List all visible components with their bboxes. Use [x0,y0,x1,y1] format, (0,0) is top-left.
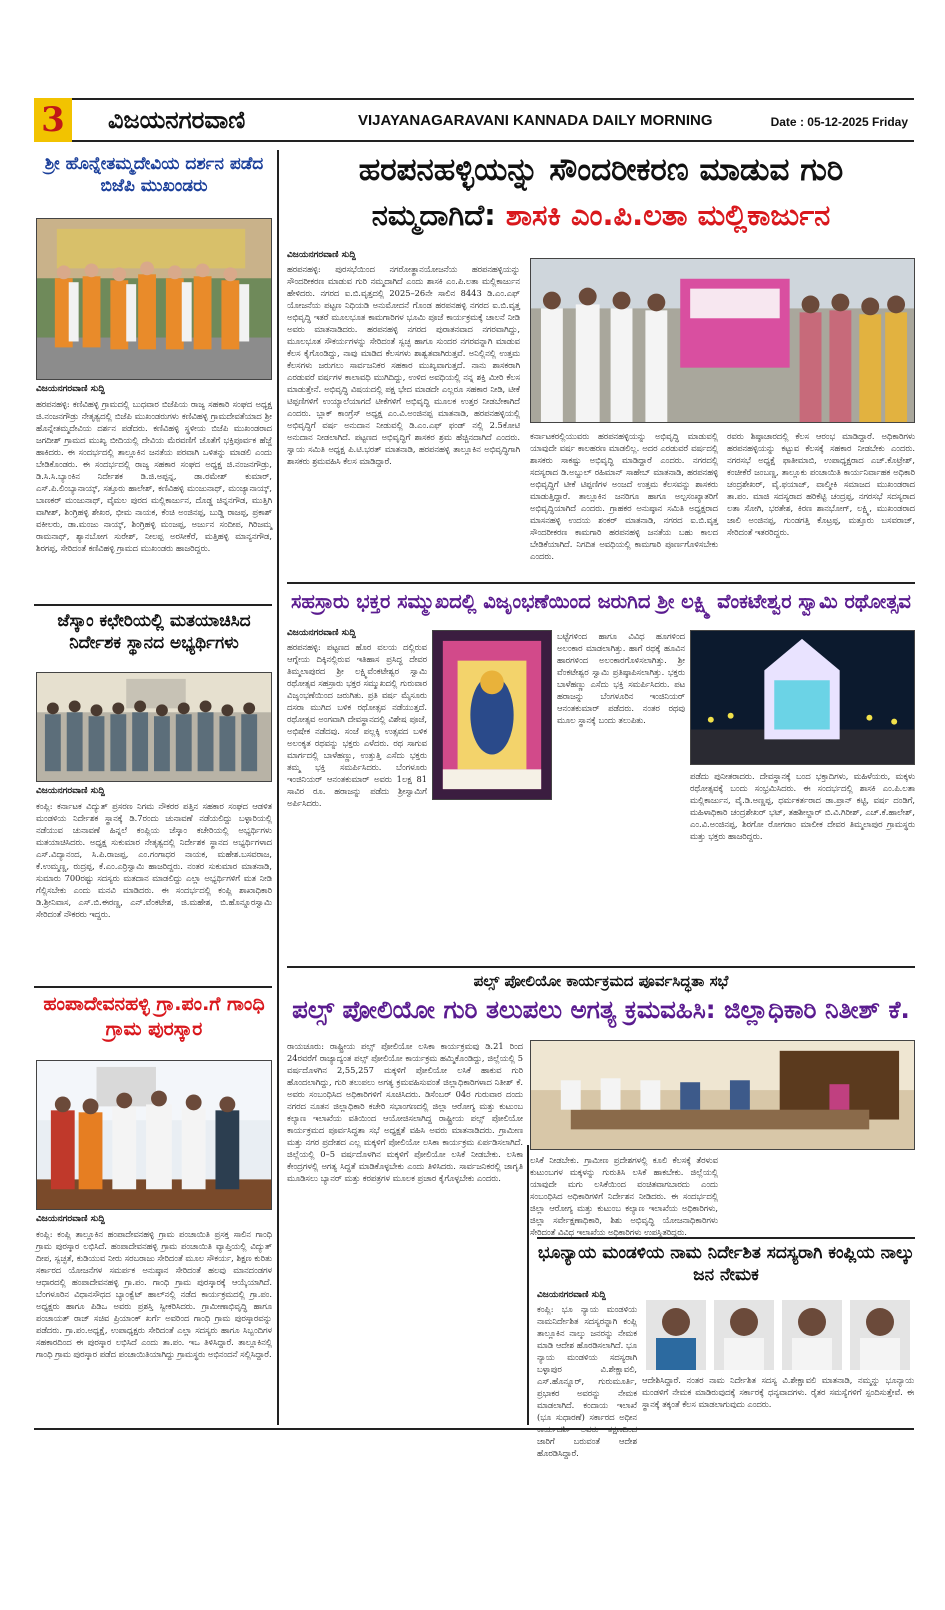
article-body: ರವರು ಶಿಷ್ಠಾಚಾರದಲ್ಲಿ ಕೆಲಸ ಆರಂಭ ಮಾಡಿದ್ದಾರೆ. ಅಧಿಕಾರಿಗಳು ಹರಪನಹಳ್ಳಿಯನ್ನು ಕಟ್ಟುವ ಕೆಲಸಕ್ಕೆ ಸಹಕಾರ ನೀಡಬೇಕು ಎಂದರು. ನಗರಸಭೆ ಅಧ್ಯಕ್ಷೆ ಫಾತೀಮಾಬಿ, ಉಪಾಧ್ಯಕ್ಷರಾದ ಎಚ್.ಕೊಟ್ರೇಶ್, ಕಂಚೀಕೆರೆ ಜಂಬಣ್ಣ, ತಾಲ್ಲೂಕು ಪಂಚಾಯಿತಿ ಕಾರ್ಯನಿರ್ವಾಹಕ ಅಧಿಕಾರಿ ಚಂದ್ರಶೇಖರ್, ವೈ.ಫಯಾಜ್, ವಾಲ್ಮೀಕಿ ಸಮಾಜದ ಮುಖಂಡರಾದ ತಾ.ಪಂ. ಮಾಜಿ ಸದಸ್ಯರಾದ ಹರಿಕೆಟ್ಟಿ ಚಂದ್ರಪ್ಪ, ನಗರಸಭೆ ಸದಸ್ಯರಾದ ಲತಾ ಸೋಗಿ, ಭರತೇಶ, ಕಿರಣ ಶಾನಭೋಗ್, ಲಕ್ಷ್ಮಿ, ಮುಖಂಡರಾದ ಜಾಲಿ ಅಂಜಿನಪ್ಪ, ಗುಂಡಗತ್ತಿ ಕೊಟ್ರಪ್ಪ, ಮತ್ತೂರು ಬಸವರಾಜ್, ಸೇರಿದಂತೆ ಇತರರಿದ್ದರು. [727,431,915,537]
article-body: ಕಂಪ್ಲಿ: ಕರ್ನಾಟಕ ವಿದ್ಯುತ್ ಪ್ರಸರಣ ನಿಗಮ ನೌಕರರ ಪತ್ತಿನ ಸಹಕಾರ ಸಂಘದ ಆಡಳಿತ ಮಂಡಳಿಯ ನಿರ್ದೇಶಕ ಸ್ಥಾನಕ್ಕೆ ಡಿ.7ರಂದು ಚುನಾವಣೆ ನಡೆಯಲಿದ್ದು ಬಳ್ಳಾರಿಯಲ್ಲಿ ನಡೆಯುವ ಚುನಾವಣೆ ಹಿನ್ನಲೆ ಕಂಪ್ಲಿಯ ಜೆಸ್ಕಾಂ ಕಚೇರಿಯಲ್ಲಿ ಅಭ್ಯರ್ಥಿಗಳು ಮತಯಾಚಿಸಿದರು. ಅಧ್ಯಕ್ಷ ಸುಕುಮಾರ ನೇತೃತ್ವದಲ್ಲಿ ನಿರ್ದೇಶಕ ಸ್ಥಾನದ ಅಭ್ಯರ್ಥಿಗಳಾದ ಎಸ್.ವಿದ್ಯಾನಂದ, ಸಿ.ಪಿ.ರಾಜಪ್ಪ, ಎಂ.ಗಂಗಾಧರ ನಾಯಕ, ಮಹೇಶ.ಬಸವರಾಜ, ಕೆ.ಉಮ್ಮಣ್ಣ, ರುದ್ರಪ್ಪ, ಕೆ.ಎಂ.ಎರ್ರಿಸ್ವಾಮಿ ಹಾಜರಿದ್ದರು. ನಂತರ ಸುಕುಮಾರ ಮಾತನಾಡಿ, ಸುಮಾರು 700ರಷ್ಟು ಸದಸ್ಯರು ಮತದಾನ ಮಾಡಲಿದ್ದು ಎಲ್ಲಾ ಅಭ್ಯರ್ಥಿಗಳಿಗೆ ಮತ ನೀಡಿ ಗೆಲ್ಲಿಸಬೇಕು ಎಂದು ಮನವಿ ಮಾಡಿದರು. ಈ ಸಂದರ್ಭದಲ್ಲಿ ಕಂಪ್ಲಿ ಶಾಖಾಧಿಕಾರಿ ಡಿ.ಶ್ರೀನಿವಾಸ, ಎಸ್.ಬಿ.ಈರಣ್ಣ, ಎನ್.ವೆಂಕಟೇಶ, ಜಿ.ಮಹೇಶ, ಬಿ.ಹೊನ್ನೂರಸ್ವಾಮಿ ಸೇರಿದಂತೆ ನೌಕರರು ಇದ್ದರು. [36,801,272,919]
person-icon [646,1300,706,1370]
section-divider [34,986,272,988]
headline-part: ಶಾಸಕಿ ಎಂ.ಪಿ.ಲತಾ ಮಲ್ಲಿಕಾರ್ಜುನ [505,198,831,232]
article-photo [530,1040,915,1150]
article-headline: ಹಂಪಾದೇವನಹಳ್ಳಿ ಗ್ರಾ.ಪಂ.ಗೆ ಗಾಂಧಿ ಗ್ರಾಮ ಪುರಸ್ಕಾರ [43,993,265,1040]
article-photo [432,630,552,800]
article-headline: ಶ್ರೀ ಹೊನ್ನೇತಮ್ಮದೇವಿಯ ದರ್ಶನ ಪಡೆದ ಬಿಜೆಪಿ ಮುಖಂಡರು [44,154,264,197]
article-body: ಆದೇಶಿಸಿದ್ದಾರೆ. ನಂತರ ನಾಮ ನಿರ್ದೇಶಿತ ಸದಸ್ಯ ವಿ.ಶೇಕ್ಷಾವಲಿ ಮಾತನಾಡಿ, ನಮ್ಮನ್ನು ಭೂನ್ಯಾಯ ಮಂಡಳಿಗೆ ನೇಮಕ ಮಾಡಿರುವುದಕ್ಕೆ ಸರ್ಕಾರಕ್ಕೆ ಧನ್ಯವಾದಗಳು. ರೈತರ ಸಮಸ್ಯೆಗಳಿಗೆ ಸ್ಪಂದಿಸುತ್ತೇವೆ. ಈ ಸ್ಥಾನಕ್ಕೆ ತಕ್ಕಂತೆ ಕೆಲಸ ಮಾಡಲಾಗುವುದು ಎಂದರು. [642,1375,914,1409]
article-headline: ಜೆಸ್ಕಾಂ ಕಛೇರಿಯಲ್ಲಿ ಮತಯಾಚಿಸಿದ ನಿರ್ದೇಶಕ ಸ್ಥಾನದ ಅಭ್ಯರ್ಥಿಗಳು [57,611,251,654]
article-body: ಬಟ್ಟೆಗಳಿಂದ ಹಾಗೂ ವಿವಿಧ ಹೂಗಳಿಂದ ಅಲಂಕಾರ ಮಾಡಲಾಗಿತ್ತು. ಹಾಗೆ ರಥಕ್ಕೆ ಹೂವಿನ ಹಾರಗಳಿಂದ ಅಲಂಕಾರಗೊಳಿಸಲಾಗಿತ್ತು. ಶ್ರೀ ವೆಂಕಟೇಶ್ವರ ಸ್ವಾಮಿ ಪ್ರತಿಷ್ಠಾಪಿಸಲಾಗಿತ್ತು. ಭಕ್ತರು ಬಾಳೆಹಣ್ಣು ಎಸೆದು ಭಕ್ತಿ ಸಮರ್ಪಿಸಿದರು. ಪಟ ಹರಾಜನ್ನು ಬೆಂಗಳೂರಿನ ಇಂಜಿನಿಯರ್ ಆನಂತಕುಮಾರ್ ಪಡೆದರು. ನಂತರ ರಥವು ಮೂಲ ಸ್ಥಾನಕ್ಕೆ ಬಂದು ತಲುಪಿತು. [557,631,685,725]
article-kicker: ಪಲ್ಸ್ ಪೋಲಿಯೋ ಕಾರ್ಯಕ್ರಮದ ಪೂರ್ವಸಿದ್ಧತಾ ಸಭೆ [473,972,729,990]
article-photo [690,630,915,765]
article-body: ಕಂಪ್ಲಿ: ಭೂ ನ್ಯಾಯ ಮಂಡಳಿಯ ನಾಮನಿರ್ದೇಶಿತ ಸದಸ್ಯರನ್ನಾಗಿ ಕಂಪ್ಲಿ ತಾಲ್ಲೂಕಿನ ನಾಲ್ಕು ಜನರನ್ನು ನೇಮಕ ಮಾಡಿ ಆದೇಶ ಹೊರಡಿಸಲಾಗಿದೆ. ಭೂ ನ್ಯಾಯ ಮಂಡಳಿಯ ಸದಸ್ಯರಾಗಿ ಬಳ್ಳಾಪುರ ವಿ.ಶೇಕ್ಷಾವಲಿ, ಎಸ್.ಹೊನ್ನೂರ್, ಗುರುಮೂರ್ತಿ, ಪ್ರಭಾಕರ ಅವರನ್ನು ನೇಮಕ ಮಾಡಲಾಗಿದೆ. ಕಂದಾಯ ಇಲಾಖೆ (ಭೂ ಸುಧಾರಣೆ) ಸರ್ಕಾರದ ಅಧೀನ ಕಾರ್ಯದರ್ಶಿ ಅವರು ತಕ್ಷಣದಿಂದ ಜಾರಿಗೆ ಬರುವಂತೆ ಆದೇಶ ಹೊರಡಿಸಿದ್ದಾರೆ. [537,1304,637,1458]
portrait-row [642,1300,914,1370]
person-icon [714,1300,774,1370]
article-body-continued [727,1154,915,1234]
page-bottom-rule [34,1428,914,1430]
article-body-continued [287,806,685,962]
article-body: ಹರಪನಹಳ್ಳಿ: ಕಣಿವಿಹಳ್ಳಿ ಗ್ರಾಮದಲ್ಲಿ ಬುಧವಾರ ಬಿಜೆಪಿಯ ರಾಜ್ಯ ಸಹಕಾರಿ ಸಂಘದ ಅಧ್ಯಕ್ಷ ಜಿ.ನಂಜನಗೌಡ್ರು ನೇತೃತ್ವದಲ್ಲಿ ಬಿಜೆಪಿ ಮುಖಂಡರುಗಳು ಕಣಿವಿಹಳ್ಳಿ ಗ್ರಾಮದೇವತೆಯಾದ ಶ್ರೀ ಹೊನ್ನೇತಮ್ಮದೇವಿಯ ದರ್ಶನ ಪಡೆದರು. ಕಣಿವಿಹಳ್ಳಿ ಸ್ಥಳೀಯ ಬಿಜೆಪಿ ಮುಖಂಡರಾದ ಜಗದೀಶ್ ಗ್ರಾಮದ ಮುಖ್ಯ ಬೀದಿಯಲ್ಲಿ ದೇವಿಯ ಮೆರವಣಿಗೆ ಜೊತೆಗೆ ಭಕ್ತಿಪೂರ್ವಕ ಹೆಜ್ಜೆ ಹಾಕಿದರು. ಈ ಸಂದರ್ಭದಲ್ಲಿ ತಾಲ್ಲೂಕಿನ ಜನತೆಯ ಪರವಾಗಿ ಒಳಿತನ್ನು ಮಾಡಲಿ ಎಂದು ಬೇಡಿಕೊಂಡರು. ಈ ಸಂದರ್ಭದಲ್ಲಿ ರಾಜ್ಯ ಸಹಕಾರ ಸಂಘದ ಅಧ್ಯಕ್ಷ ಜಿ.ನಂಜನಗೌಡ್ರು, ಡಿ.ಸಿ.ಸಿ.ಬ್ಯಾಂಕಿನ ನಿರ್ದೇಶಕ ಡಿ.ಜಿ.ಅಪ್ಪನ್ನ, ಡಾ.ರಮೇಶ್ ಕುಮಾರ್, ಎಸ್.ಪಿ.ಲಿಂಬ್ಯಾನಾಯ್ಕ್, ಸತ್ತೂರು ಹಾಲೇಶ್, ಕಣಿವಿಹಳ್ಳಿ ಮಂಜುನಾಥ್, ಮಂಜ್ಯಾನಾಯ್ಕ್, ಬಾಣಕರ್ ಮಂಜುನಾಥ್, ವೈಮಲ ಪುರದ ಮಲ್ಲಿಕಾರ್ಜುನ, ದೊಡ್ಡ ಚಿನ್ನನಗೌಡ, ಮುತ್ತಿಗಿ ವಾಗೀಶ್, ಶಿಂಗ್ರಿಹಳ್ಳಿ ಶೇಖರ, ಭೀಮ ನಾಯಕ, ಕೆಂಚಿ ಅಂಜಿನಪ್ಪ, ಬುಡ್ಡಿ ರಾಜಪ್ಪ, ಪ್ರಕಾಶ್ ವಕೀಲರು, ಡಾ.ಮಂಜು ನಾಯ್ಕ್, ಶಿಂಗ್ರಿಹಳ್ಳಿ ಮಂಜಪ್ಪ, ಅರ್ಜುನ ಸಂದೀಪ, ಗಿರಿಜಮ್ಮ ರಾಮನಾಥ್, ಶ್ಯಾನಬೋಗ ಸುರೇಶ್, ನೀಲಪ್ಪ ಅರಸೀಕೆರೆ, ಮತ್ತಿಹಳ್ಳಿ ಮಾನ್ಯನಗೌಡ, ಶಿರಗಪ್ಪ, ಸೇರಿದಂತೆ ಕಣಿವಿಹಳ್ಳಿ ಗ್ರಾಮದ ಮುಖಂಡರು ಹಾಜರಿದ್ದರು. [36,399,272,553]
article-body-continued [287,1148,523,1424]
article-dateline: ವಿಜಯನಗರವಾಣಿ ಸುದ್ದಿ [36,384,105,394]
article-dateline: ವಿಜಯನಗರವಾಣಿ ಸುದ್ದಿ [36,1214,105,1224]
masthead [34,98,914,142]
article-dateline: ವಿಜಯನಗರವಾಣಿ ಸುದ್ದಿ [36,786,105,796]
article-photo [36,218,272,380]
article-body: ಹರಪನಹಳ್ಳಿ: ಪುರಸಭೆಯಿಂದ ನಗರೋತ್ಥಾನಯೋಜನೆಯ ಹರಪನಹಳ್ಳಿಯನ್ನು ಸೌಂದರೀಕರಣ ಮಾಡುವ ಗುರಿ ನಮ್ಮದಾಗಿದೆ ಎಂದು ಶಾಸಕಿ ಎಂ.ಪಿ.ಲತಾ ಮಲ್ಲಿಕಾರ್ಜುನ ಹೇಳಿದರು. ನಗರದ ಐ.ಬಿ.ವೃತ್ತದಲ್ಲಿ 2025–26ನೇ ಸಾಲಿನ 8443 ಡಿ.ಎಂ.ಎಫ್ ಯೋಜನೆಯ ಪಟ್ಟಣ ನಿಧಿಯಡಿ ಅನುಮೋದನೆ ಗೊಂಡ ಹರಪನಹಳ್ಳಿ ನಗರದ ಐ.ಬಿ.ವೃತ್ತ ಅಭಿವೃದ್ಧಿ ಇತರೆ ಮೂಲಭೂತ ಕಾಮಗಾರಿಗಳ ಭೂಮಿ ಪೂಜೆ ಕಾರ್ಯಕ್ರಮಕ್ಕೆ ಚಾಲನೆ ನೀಡಿ ಅವರು ಮಾತನಾಡಿದರು. ಹರಪನಹಳ್ಳಿ ನಗರದ ಪುರಾತನವಾದ ನಗರವಾಗಿದ್ದು, ಮೂಲಭೂತ ಸೌಕರ್ಯಗಳನ್ನು ಸೇರಿದಂತೆ ಸ್ವಚ್ಛ ಹಾಗೂ ಸುಂದರ ನಗರವನ್ನಾಗಿ ಮಾಡುವ ಕೆಲಸ ಕೈಗೊಂಡಿದ್ದು, ನಾವು ಮಾಡಿದ ಕೆಲಸಗಳು ಶಾಶ್ವತವಾಗಿರುತ್ತವೆ. ಅನಿಲ್ಲಿನಲ್ಲಿ ಉತ್ತಮ ಕೆಲಸಗಳು ಜರುಗಲು ಸಾರ್ವಜನಿಕರ ಸಹಕಾರ ಮುಖ್ಯವಾಗುತ್ತದೆ. ನಾನು ಶಾಸಕರಾಗಿ ಎರಡುವರೆ ವರ್ಷಗಳ ಕಾಲಾವಧಿ ಮುಗಿದಿದ್ದು, ಉಳಿದ ಅವಧಿಯಲ್ಲಿ ನನ್ನ ಶಕ್ತಿ ಮೀರಿ ಕೆಲಸ ಮಾಡುತ್ತೇನೆ. ಅಭಿವೃದ್ಧಿ ವಿಷಯದಲ್ಲಿ ಪಕ್ಷ ಭೇದ ಮಾಡದೇ ಎಲ್ಲರೂ ಸಹಕಾರ ನೀಡಿ, ಟೀಕೆ ಟಿಪ್ಪಣಿಗಳಿಗೆ ಉಯ್ಯಾಲೆಯಾಗದೆ ಟೀಕೆಗಳಿಗೆ ಅಭಿವೃದ್ಧಿ ಮೂಲಕ ಉತ್ತರ ನೀಡಬೇಕಾಗಿದೆ ಎಂದರು. ಬ್ಲಾಕ್ ಕಾಂಗ್ರೆಸ್ ಅಧ್ಯಕ್ಷ ಎಂ.ವಿ.ಅಂಜಿನಪ್ಪ ಮಾತನಾಡಿ, ಹರಪನಹಳ್ಳಿಯಲ್ಲಿ ಅಭಿವೃದ್ಧಿಗೆ ವರ್ಷ ಅನುದಾನ ನೀಡುವಲ್ಲಿ ಡಿ.ಎಂ.ಎಫ್ ಫಂಡ್ ನಲ್ಲಿ 2.5ಕೋಟಿ ಅನುದಾನ ನೀಡಲಾಗಿದೆ. ಪಟ್ಟಣದ ಅಭಿವೃದ್ಧಿಗೆ ಶಾಸಕರ ಶ್ರಮ ಹೆಚ್ಚಿನದಾಗಿದೆ ಎಂದರು. ಸ್ವಾಯ ಸಮಿತಿ ಅಧ್ಯಕ್ಷ ಪಿ.ಟಿ.ಭರತ್ ಮಾತನಾಡಿ, ಹರಪನಹಳ್ಳಿ ತಾಲ್ಲೂಕಿನ ಅಭಿವೃದ್ಧಿಗಾಗಿ ಶಾಸಕರು ಶ್ರಮವಹಿಸಿ ಕೆಲಸ ಮಾಡಿದ್ದಾರೆ. [287,264,520,466]
article-photo [530,258,915,423]
article-photo [36,672,272,782]
person-icon [850,1300,910,1370]
article-dateline: ವಿಜಯನಗರವಾಣಿ ಸುದ್ದಿ [537,1290,606,1300]
headline-part: ನಮ್ಮದಾಗಿದೆ: [371,198,496,232]
section-divider [34,604,272,606]
section-divider [287,966,915,968]
article-headline: ಸಹಸ್ರಾರು ಭಕ್ತರ ಸಮ್ಮುಖದಲ್ಲಿ ವಿಜೃಂಭಣೆಯಿಂದ ಜರುಗಿದ ಶ್ರೀ ಲಕ್ಷ್ಮಿ ವೆಂಕಟೇಶ್ವರ ಸ್ವಾಮಿ ರಥೋತ್ಸವ [291,590,911,613]
column-divider [527,1145,529,1425]
section-divider [287,582,915,584]
article-photo [36,1060,272,1210]
page-number: 3 [34,98,72,142]
masthead-title-kannada: ವಿಜಯನಗರವಾಣಿ [108,106,246,134]
article-body: ಕರ್ನಾಟಕರಲ್ಲಿಯುವರು ಹರಪನಹಳ್ಳಿಯನ್ನು ಅಭಿವೃದ್ಧಿ ಮಾಡುವಲ್ಲಿ ಯಾವುದೇ ವರ್ಷ ಕಾಲಹರಣ ಮಾಡಲಿಲ್ಲ. ಅದರ ಎರಡುವರೆ ವರ್ಷದಲ್ಲಿ ಶಾಸಕರು ಸಾಕಷ್ಟು ಅಭಿವೃದ್ಧಿ ಮಾಡಿದ್ದಾರೆ ಎಂದರು. ನಗರದಲ್ಲಿ ಸದಸ್ಯರಾದ ಡಿ.ಅಬ್ದುಲ್ ರಹಿಮಾನ್ ಸಾಹೇಬ್ ಮಾತನಾಡಿ, ಹರಪನಹಳ್ಳಿ ಅಭಿವೃದ್ಧಿಗೆ ಟೀಕೆ ಟಿಪ್ಪಣಿಗಳ ಅಂಜದೆ ಉತ್ತಮ ಕೆಲಸವನ್ನು ಶಾಸಕರು ಮಾಡುತ್ತಿದ್ದಾರೆ. ತಾಲ್ಲೂಕಿನ ಜನರಿಗೂ ಹಾಗೂ ಅಲ್ಪಸಂಖ್ಯಾತರಿಗೆ ಅಭಿವೃದ್ಧಿಯಾಗಿದೆ ಎಂದರು. ಗ್ರಾಹಕರ ಅನುಷ್ಠಾನ ಸಮಿತಿ ಅಧ್ಯಕ್ಷರಾದ ಮಾಸನಹಳ್ಳಿ ಉದಯ ಶಂಕರ್ ಮಾತನಾಡಿ, ನಗರದ ಐ.ಬಿ.ವೃತ್ತ ಸೌಂದರೀಕರಣ ಕಾಮಗಾರಿ ಹರಪನಹಳ್ಳಿ ಜನತೆಯ ಬಹು ಕಾಲದ ಬೇಡಿಕೆಯಾಗಿದೆ. ನಿಗದಿತ ಅವಧಿಯಲ್ಲಿ ಕಾಮಗಾರಿ ಪೂರ್ಣಗೊಳಿಸಬೇಕು ಎಂದರು. [530,431,718,561]
article-dateline: ವಿಜಯನಗರವಾಣಿ ಸುದ್ದಿ [287,250,356,260]
article-body: ಲಸಿಕೆ ನೀಡಬೇಕು. ಗ್ರಾಮೀಣ ಪ್ರದೇಶಗಳಲ್ಲಿ ಕೂಲಿ ಕೆಲಸಕ್ಕೆ ತೆರಳುವ ಕುಟುಂಬಗಳ ಮಕ್ಕಳನ್ನು ಗುರುತಿಸಿ ಲಸಿಕೆ ಹಾಕಬೇಕು. ಜಿಲ್ಲೆಯಲ್ಲಿ ಯಾವುದೇ ಮಗು ಲಸಿಕೆಯಿಂದ ವಂಚಿತವಾಗಬಾರದು ಎಂದು ಸಂಬಂಧಿಸಿದ ಅಧಿಕಾರಿಗಳಿಗೆ ನಿರ್ದೇಶನ ನೀಡಿದರು. ಈ ಸಂದರ್ಭದಲ್ಲಿ ಜಿಲ್ಲಾ ಆರೋಗ್ಯ ಮತ್ತು ಕುಟುಂಬ ಕಲ್ಯಾಣ ಇಲಾಖೆಯ ಅಧಿಕಾರಿಗಳು, ಜಿಲ್ಲಾ ಸರ್ವೇಕ್ಷಣಾಧಿಕಾರಿ, ಶಿಶು ಅಭಿವೃದ್ಧಿ ಯೋಜನಾಧಿಕಾರಿಗಳು ಸೇರಿದಂತೆ ವಿವಿಧ ಇಲಾಖೆಯ ಅಧಿಕಾರಿಗಳು ಉಪಸ್ಥಿತರಿದ್ದರು. [530,1155,718,1237]
article-body: ಪಡೆದು ಪುನೀತರಾದರು. ದೇವಸ್ಥಾನಕ್ಕೆ ಬಂದ ಭಕ್ತಾದಿಗಳು, ಮಹಿಳೆಯರು, ಮಕ್ಕಳು ರಥೋತ್ಸವಕ್ಕೆ ಬಂದು ಸಂಭ್ರಮಿಸಿದರು. ಈ ಸಂದರ್ಭದಲ್ಲಿ ಶಾಸಕಿ ಎಂ.ಪಿ.ಲತಾ ಮಲ್ಲಿಕಾರ್ಜುನ, ವೈ.ಡಿ.ಅಣ್ಣಪ್ಪ, ಧರ್ಮಕರ್ತರಾದ ಡಾ.ಪ್ರಾನ್ ಕಟ್ಟಿ, ವರ್ಷ ದಂಡಿಗೆ, ಮಹಿಳಾಧಿಕಾರಿ ಚಂದ್ರಶೇಖರ್ ಭಟ್, ತಹಶೀಲ್ದಾರ್ ಬಿ.ವಿ.ಗಿರೀಶ್, ಎಚ್.ಕೆ.ಹಾಲೇಶ್, ಎಂ.ವಿ.ಅಂಜಿನಪ್ಪ, ಶಿರಗೋ ರೋಗರಾಂ ಮಾಲೀಕ ದೇವರ ತಿಮ್ಮಲಾಪುರ ಗ್ರಾಮಸ್ಥರು ಮತ್ತು ಭಕ್ತರು ಹಾಜರಿದ್ದರು. [690,771,915,841]
article-body: ರಾಯಚೂರು: ರಾಷ್ಟ್ರೀಯ ಪಲ್ಸ್ ಪೋಲಿಯೋ ಲಸಿಕಾ ಕಾರ್ಯಕ್ರಮವು ಡಿ.21 ರಿಂದ 24ರವರೆಗೆ ರಾಜ್ಯಾದ್ಯಂತ ಪಲ್ಸ್ ಪೋಲಿಯೋ ಕಾರ್ಯಕ್ರಮ ಹಮ್ಮಿಕೊಂಡಿದ್ದು, ಜಿಲ್ಲೆಯಲ್ಲಿ 5 ವರ್ಷದೊಳಗಿನ 2,55,257 ಮಕ್ಕಳಿಗೆ ಪೋಲಿಯೋ ಲಸಿಕೆ ಹಾಕುವ ಗುರಿ ಹೊಂದಲಾಗಿದ್ದು, ಗುರಿ ತಲುಪಲು ಅಗತ್ಯ ಕ್ರಮವಹಿಸುವಂತೆ ಜಿಲ್ಲಾಧಿಕಾರಿಗಳಾದ ನಿತೀಶ್ ಕೆ. ಅವರು ಸಂಬಂಧಿಸಿದ ಅಧಿಕಾರಿಗಳಿಗೆ ಸೂಚಿಸಿದರು. ಡಿಸೆಂಬರ್ 04ರ ಗುರುವಾರ ದಂದು ನಗರದ ನೂತನ ಜಿಲ್ಲಾಧಿಕಾರಿ ಕಚೇರಿ ಸಭಾಂಗಣದಲ್ಲಿ ಜಿಲ್ಲಾ ಆರೋಗ್ಯ ಮತ್ತು ಕುಟುಂಬ ಕಲ್ಯಾಣ ಇಲಾಖೆಯ ವತಿಯಿಂದ ಆಯೋಜಿಸಲಾಗಿದ್ದ ರಾಷ್ಟ್ರೀಯ ಪಲ್ಸ್ ಪೋಲಿಯೋ ಕಾರ್ಯಕ್ರಮದ ಪೂರ್ವಸಿದ್ಧತಾ ಸಭೆ ಅಧ್ಯಕ್ಷತೆ ವಹಿಸಿ ಅವರು ಮಾತನಾಡಿದರು. ಗ್ರಾಮೀಣ ಮತ್ತು ನಗರ ಪ್ರದೇಶದ ಎಲ್ಲ ಮಕ್ಕಳಿಗೆ ಪೋಲಿಯೋ ಲಸಿಕಾ ಕಾರ್ಯಕ್ರಮ ಏರ್ಪಡಿಸಲಾಗಿದೆ. ಜಿಲ್ಲೆಯಲ್ಲಿ 0–5 ವರ್ಷದೊಳಗಿನ ಮಕ್ಕಳಿಗೆ ಪೋಲಿಯೋ ಲಸಿಕೆ ನೀಡಬೇಕು. ಲಸಿಕಾ ಕೇಂದ್ರಗಳಲ್ಲಿ ಅಗತ್ಯ ಸಿದ್ಧತೆ ಮಾಡಿಕೊಳ್ಳಬೇಕು ಎಂದು ತಿಳಿಸಿದರು. ಸಾರ್ವಜನಿಕರಲ್ಲಿ ಜಾಗೃತಿ ಮೂಡಿಸಲು ಬ್ಯಾನರ್ ಮತ್ತು ಕರಪತ್ರಗಳ ಮೂಲಕ ಪ್ರಚಾರ ಕೈಗೊಳ್ಳಬೇಕು ಎಂದರು. [287,1041,523,1183]
article-headline-line-2 [287,197,915,235]
masthead-title-english: VIJAYANAGARAVANI KANNADA DAILY MORNING [358,112,713,129]
person-icon [782,1300,842,1370]
article-headline: ಭೂನ್ಯಾಯ ಮಂಡಳಿಯ ನಾಮ ನಿರ್ದೇಶಿತ ಸದಸ್ಯರಾಗಿ ಕಂಪ್ಲಿಯ ನಾಲ್ಕು ಜನ ನೇಮಕ [537,1243,915,1286]
article-dateline: ವಿಜಯನಗರವಾಣಿ ಸುದ್ದಿ [287,628,356,638]
article-headline: ಹರಪನಹಳ್ಳಿಯನ್ನು ಸೌಂದರೀಕರಣ ಮಾಡುವ ಗುರಿ [358,152,844,188]
article-body: ಹರಪನಹಳ್ಳಿ: ಪಟ್ಟಣದ ಹೊರ ವಲಯ ದಲ್ಲಿರುವ ಆಗ್ನೇಯ ದಿಕ್ಕಿನಲ್ಲಿರುವ ಇತಿಹಾಸ ಪ್ರಸಿದ್ಧ ದೇವರ ತಿಮ್ಮಲಾಪುರದ ಶ್ರೀ ಲಕ್ಷ್ಮಿವೆಂಕಟೇಶ್ವರ ಸ್ವಾಮಿ ರಥೋತ್ಸವ ಸಹಸ್ರಾರು ಭಕ್ತರ ಸಮ್ಮುಖದಲ್ಲಿ ಗುರುವಾರ ವಿಜೃಂಭಣೆಯಿಂದ ಜರುಗಿತು. ಪ್ರತಿ ವರ್ಷ ಮೈಸೂರು ದಸರಾ ಮುಗಿದ ಬಳಿಕ ರಥೋತ್ಸವ ನಡೆಯುತ್ತದೆ. ರಥೋತ್ಸವ ಅಂಗವಾಗಿ ದೇವಸ್ಥಾನದಲ್ಲಿ ವಿಶೇಷ ಪೂಜೆ, ಅಭಿಷೇಕ ನಡೆದವು. ಸಂಜೆ ಪಲ್ಲಕ್ಕಿ ಉತ್ಸವದ ಬಳಿಕ ಅಲಂಕೃತ ರಥವನ್ನು ಭಕ್ತರು ಎಳೆದರು. ರಥ ಸಾಗುವ ಮಾರ್ಗದಲ್ಲಿ ಬಾಳೆಹಣ್ಣು, ಉತ್ತುತ್ತಿ ಎಸೆದು ಭಕ್ತರು ತಮ್ಮ ಭಕ್ತಿ ಸಮರ್ಪಿಸಿದರು. ಬೆಂಗಳೂರು ಇಂಜಿನಿಯರ್ ಆನಂತಕುಮಾರ್ ಅವರು 1ಲಕ್ಷ 81 ಸಾವಿರ ರೂ. ಹರಾಜನ್ನು ಪಡೆದು ಶ್ರೀಸ್ವಾಮಿಗೆ ಅರ್ಪಿಸಿದರು. [287,642,427,808]
article-body: ಕಂಪ್ಲಿ: ಕಂಪ್ಲಿ ತಾಲ್ಲೂಕಿನ ಹಂಪಾದೇವನಹಳ್ಳಿ ಗ್ರಾಮ ಪಂಚಾಯಿತಿ ಪ್ರಸಕ್ತ ಸಾಲಿನ ಗಾಂಧಿ ಗ್ರಾಮ ಪುರಸ್ಕಾರ ಲಭಿಸಿದೆ. ಹಂಪಾದೇವನಹಳ್ಳಿ ಗ್ರಾಮ ಪಂಚಾಯಿತಿ ವ್ಯಾಪ್ತಿಯಲ್ಲಿ ವಿದ್ಯುತ್ ದೀಪ, ಸ್ವಚ್ಛತೆ, ಕುಡಿಯುವ ನೀರು ಸರಬರಾಜು ಸೇರಿದಂತೆ ಮೂಲ ಸೌಕರ್ಯ, ಶಿಕ್ಷಣ ಕುರಿತು ಸರ್ಕಾರದ ಯೋಜನೆಗಳ ಸಮರ್ಪಕ ಅನುಷ್ಠಾನ ಸೇರಿದಂತೆ ಹಲವು ಮಾನದಂಡಗಳ ಆಧಾರದಲ್ಲಿ ಹಂಪಾದೇವನಹಳ್ಳಿ ಗ್ರಾ.ಪಂ. ಗಾಂಧಿ ಗ್ರಾಮ ಪುರಸ್ಕಾರಕ್ಕೆ ಆಯ್ಕೆಯಾಗಿದೆ. ಬೆಂಗಳೂರಿನ ವಿಧಾನಸೌಧದ ಬ್ಯಾಂಕ್ವೆಟ್ ಹಾಲ್‌ನಲ್ಲಿ ನಡೆದ ಕಾರ್ಯಕ್ರಮದಲ್ಲಿ ಗ್ರಾ.ಪಂ. ಅಧ್ಯಕ್ಷರು ಹಾಗೂ ಪಿಡಿಒ ಅವರು ಪ್ರಶಸ್ತಿ ಸ್ವೀಕರಿಸಿದರು. ಗ್ರಾಮೀಣಾಭಿವೃದ್ಧಿ ಹಾಗೂ ಪಂಚಾಯತ್ ರಾಜ್ ಸಚಿವ ಪ್ರಿಯಾಂಕ್ ಖರ್ಗೆ ಅವರಿಂದ ಗಾಂಧಿ ಗ್ರಾಮ ಪುರಸ್ಕಾರವನ್ನು ಪಡೆದರು. ಗ್ರಾ.ಪಂ.ಅಧ್ಯಕ್ಷೆ, ಉಪಾಧ್ಯಕ್ಷರು ಸೇರಿದಂತೆ ಎಲ್ಲಾ ಸದಸ್ಯರು ಹಾಗೂ ಸಿಬ್ಬಂದಿಗಳ ಸಹಕಾರದಿಂದ ಈ ಪುರಸ್ಕಾರ ಲಭಿಸಿದೆ ಎಂದು ತಾ.ಪಂ. ಇಒ ತಿಳಿಸಿದ್ದಾರೆ. ತಾಲ್ಲೂಕಿನಲ್ಲಿ ಗಾಂಧಿ ಗ್ರಾಮ ಪುರಸ್ಕಾರ ಪಡೆದ ಪಂಚಾಯಿತಿಯಾಗಿದ್ದು ಗ್ರಾಮಸ್ಥರು ಅಭಿನಂದನೆ ಸಲ್ಲಿಸಿದ್ದಾರೆ. [36,1229,272,1359]
column-divider [277,150,279,1425]
article-headline: ಪಲ್ಸ್ ಪೋಲಿಯೋ ಗುರಿ ತಲುಪಲು ಅಗತ್ಯ ಕ್ರಮವಹಿಸಿ: ಜಿಲ್ಲಾಧಿಕಾರಿ ನಿತೀಶ್ ಕೆ. [292,995,910,1024]
masthead-date: Date : 05-12-2025 Friday [770,115,908,129]
